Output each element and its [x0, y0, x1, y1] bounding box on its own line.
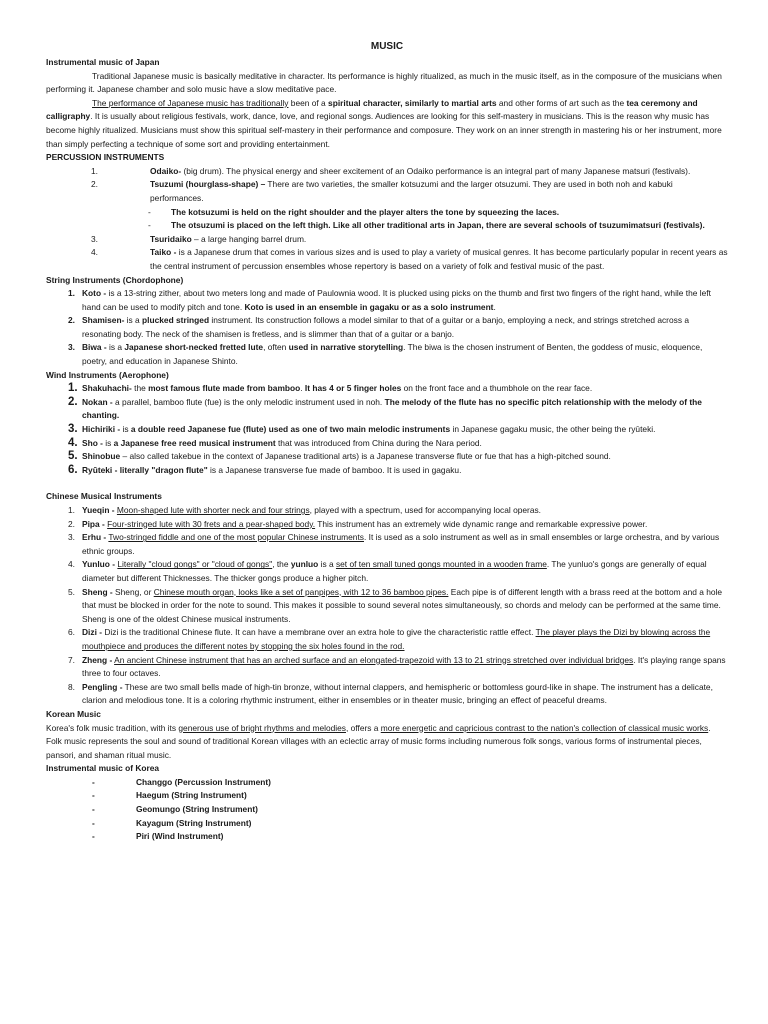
list-item: 8. Pengling - These are two small bells made of high-tin bronze, without internal clappers, and hemispheric or bottomless gourd-like in shape. The instrument has a delicate, clarion and melodious tone. It is a coloring rhythmic instrument, either in ensembles or in theater music, bringing an effect of peaceful dreams. [68, 681, 713, 706]
list-item: 1. Shakuhachi- the most famous flute made from bamboo. It has 4 or 5 finger holes on the front face and a thumbhole on the rear face. [68, 382, 593, 395]
japan-paragraph-2: The performance of Japanese music has traditionally been of a spiritual character, similarly to martial arts and other forms of art such as the tea ceremony and calligraphy. It is usually about religious festivals, work, dance, love, and regional songs. Audiences are looking for this self-mastery in musicians. This is the reason why music has become highly ritualized. Musicians must show this spiritual self-mastery in their performance and composure. They work on an inner strength in mastering his or her instrument, more than simply perfecting a technique of some sort and providing entertainment. [46, 97, 722, 149]
percussion-list [46, 165, 728, 274]
list-item: 3. Erhu - Two-stringed fiddle and one of the most popular Chinese instruments. It is used as a solo instrument as well as in small ensembles or large orchestra, and by various ethnic groups. [68, 532, 720, 556]
list-item: 7. Zheng - An ancient Chinese instrument that has an arched surface and an elongated-trapezoid with 13 to 21 strings stretched over individual bridges. It's playing range spans three to four octaves. [68, 654, 726, 679]
list-item: 2. Shamisen- is a plucked stringed instrument. Its construction follows a model similar to that of a guitar or a banjo, employing a neck, and strings stretched across a resonating body. The neck of the shamisen is fretless, and is slimmer than that of a guitar or a banjo. [68, 315, 689, 339]
list-item: 1. Yueqin - Moon-shaped lute with shorter neck and four strings, played with a spectrum, used for accompanying local operas. [68, 505, 542, 515]
spacer [46, 477, 728, 490]
list-item: 3. Biwa - is a Japanese short-necked fretted lute, often used in narrative storytelling. The biwa is the chosen instrument of Benten, the goddess of music, eloquence, poetry, and education in Japanese Shinto. [68, 342, 703, 367]
list-item: 2. Pipa - Four-stringed lute with 30 frets and a pear-shaped body. This instrument has an extremely wide dynamic range and remarkable expressive power. [68, 518, 648, 529]
heading-strings: String Instruments (Chordophone) [46, 274, 184, 285]
list-item: 3. Hichiriki - is a double reed Japanese fue (flute) used as one of two main melodic instruments in Japanese gagaku music, the other being the ryūteki. [68, 423, 656, 436]
list-item: 6. Dizi - Dizi is the traditional Chinese flute. It can have a membrane over an extra hole to give the characteristic rattle effect. The player plays the Dizi by blowing across the mouthpiece and produces the different notes by stopping the six holes found in the rod. [68, 627, 711, 651]
wind-list [46, 382, 728, 477]
list-item: - Geomungo (String Instrument) [92, 804, 258, 815]
page-title: MUSIC [370, 41, 404, 52]
heading-japan: Instrumental music of Japan [46, 57, 160, 67]
heading-percussion: PERCUSSION INSTRUMENTS [46, 152, 165, 163]
heading-wind: Wind Instruments (Aerophone) [46, 369, 169, 380]
japan-intro: Traditional Japanese music is basically meditative in character. Its performance is highly ritualized, as much in the music itself, as in the composure of the musicians when performing it. Japanese chamber and solo music have a slow meditative pace. [46, 70, 722, 95]
list-item: - Changgo (Percussion Instrument) [92, 776, 271, 787]
list-item: - Piri (Wind Instrument) [92, 831, 224, 842]
list-item: 2. Tsuzumi (hourglass-shape) – There are two varieties, the smaller kotsuzumi and the larger otsuzumi. They are used in both noh and kabuki performances. [91, 179, 673, 203]
sub-item: - The kotsuzumi is held on the right shoulder and the player alters the tone by squeezing the laces. [148, 206, 560, 217]
korean-paragraph: Korea's folk music tradition, with its generous use of bright rhythms and melodies, offers a more energetic and capricious contrast to the nation's collection of classical music works. Folk music represents the soul and sound of traditional Korean villages with an eclectic array of music forms including numerous folk songs, various forms of instrumental pieces, pansori, and shaman ritual music. [46, 722, 711, 760]
heading-korean-instruments: Instrumental music of Korea [46, 763, 160, 774]
heading-korean: Korean Music [46, 708, 101, 719]
list-item: 4. Taiko - is a Japanese drum that comes in various sizes and is used to play a variety of musical genres. It has become particularly popular in recent years as the central instrument of percussion ensembles whose repertory is based on a variety of folk and festival music of the past. [91, 247, 728, 271]
heading-chinese: Chinese Musical Instruments [46, 491, 162, 502]
list-item: - Haegum (String Instrument) [92, 790, 247, 801]
chinese-list [46, 504, 728, 708]
strings-list [46, 287, 728, 369]
list-item: 1. Koto - is a 13-string zither, about two meters long and made of Paulownia wood. It is plucked using picks on the thumb and first two fingers of the right hand, while the left hand can be used to modify pitch and tone. Koto is used in an ensemble in gagaku or as a solo instrument. [68, 288, 711, 312]
sub-item: - The otsuzumi is placed on the left thigh. Like all other traditional arts in Japan, there are several schools of tsuzumimatsuri (festivals). [148, 220, 705, 231]
list-item: 3. Tsuridaiko – a large hanging barrel drum. [91, 233, 307, 244]
list-item: 4. Sho - is a Japanese free reed musical instrument that was introduced from China during the Nara period. [68, 436, 482, 449]
list-item: 1. Odaiko- (big drum). The physical energy and sheer excitement of an Odaiko performance is an integral part of many Japanese matsuri (festivals). [91, 165, 691, 176]
list-item: 4. Yunluo - Literally "cloud gongs" or "cloud of gongs", the yunluo is a set of ten small tuned gongs mounted in a wooden frame. The yunluo's gongs are generally of equal diameter but different Thicknesses. The thicker gongs produce a higher pitch. [68, 559, 707, 583]
list-item: 5. Shinobue – also called takebue in the context of Japanese traditional arts) is a Japanese transverse flute or fue that has a high-pitched sound. [68, 450, 611, 463]
list-item: - Kayagum (String Instrument) [92, 817, 252, 828]
korean-list [46, 776, 728, 844]
list-item: 5. Sheng - Sheng, or Chinese mouth organ, looks like a set of panpipes, with 12 to 36 bamboo pipes. Each pipe is of different length with a brass reed at the bottom and a hole that must be blocked in order for the note to sound. This makes it possible to sound several notes simultaneously, so chords and melody can be performed at the same time. Sheng is one of the oldest Chinese musical instruments. [68, 586, 723, 624]
list-item: 2. Nokan - a parallel, bamboo flute (fue) is the only melodic instrument used in noh. The melody of the flute has no specific pitch relationship with the melody of the chanting. [68, 395, 702, 421]
list-item: 6. Ryūteki - literally "dragon flute" is a Japanese transverse fue made of bamboo. It is used in gagaku. [68, 463, 462, 476]
